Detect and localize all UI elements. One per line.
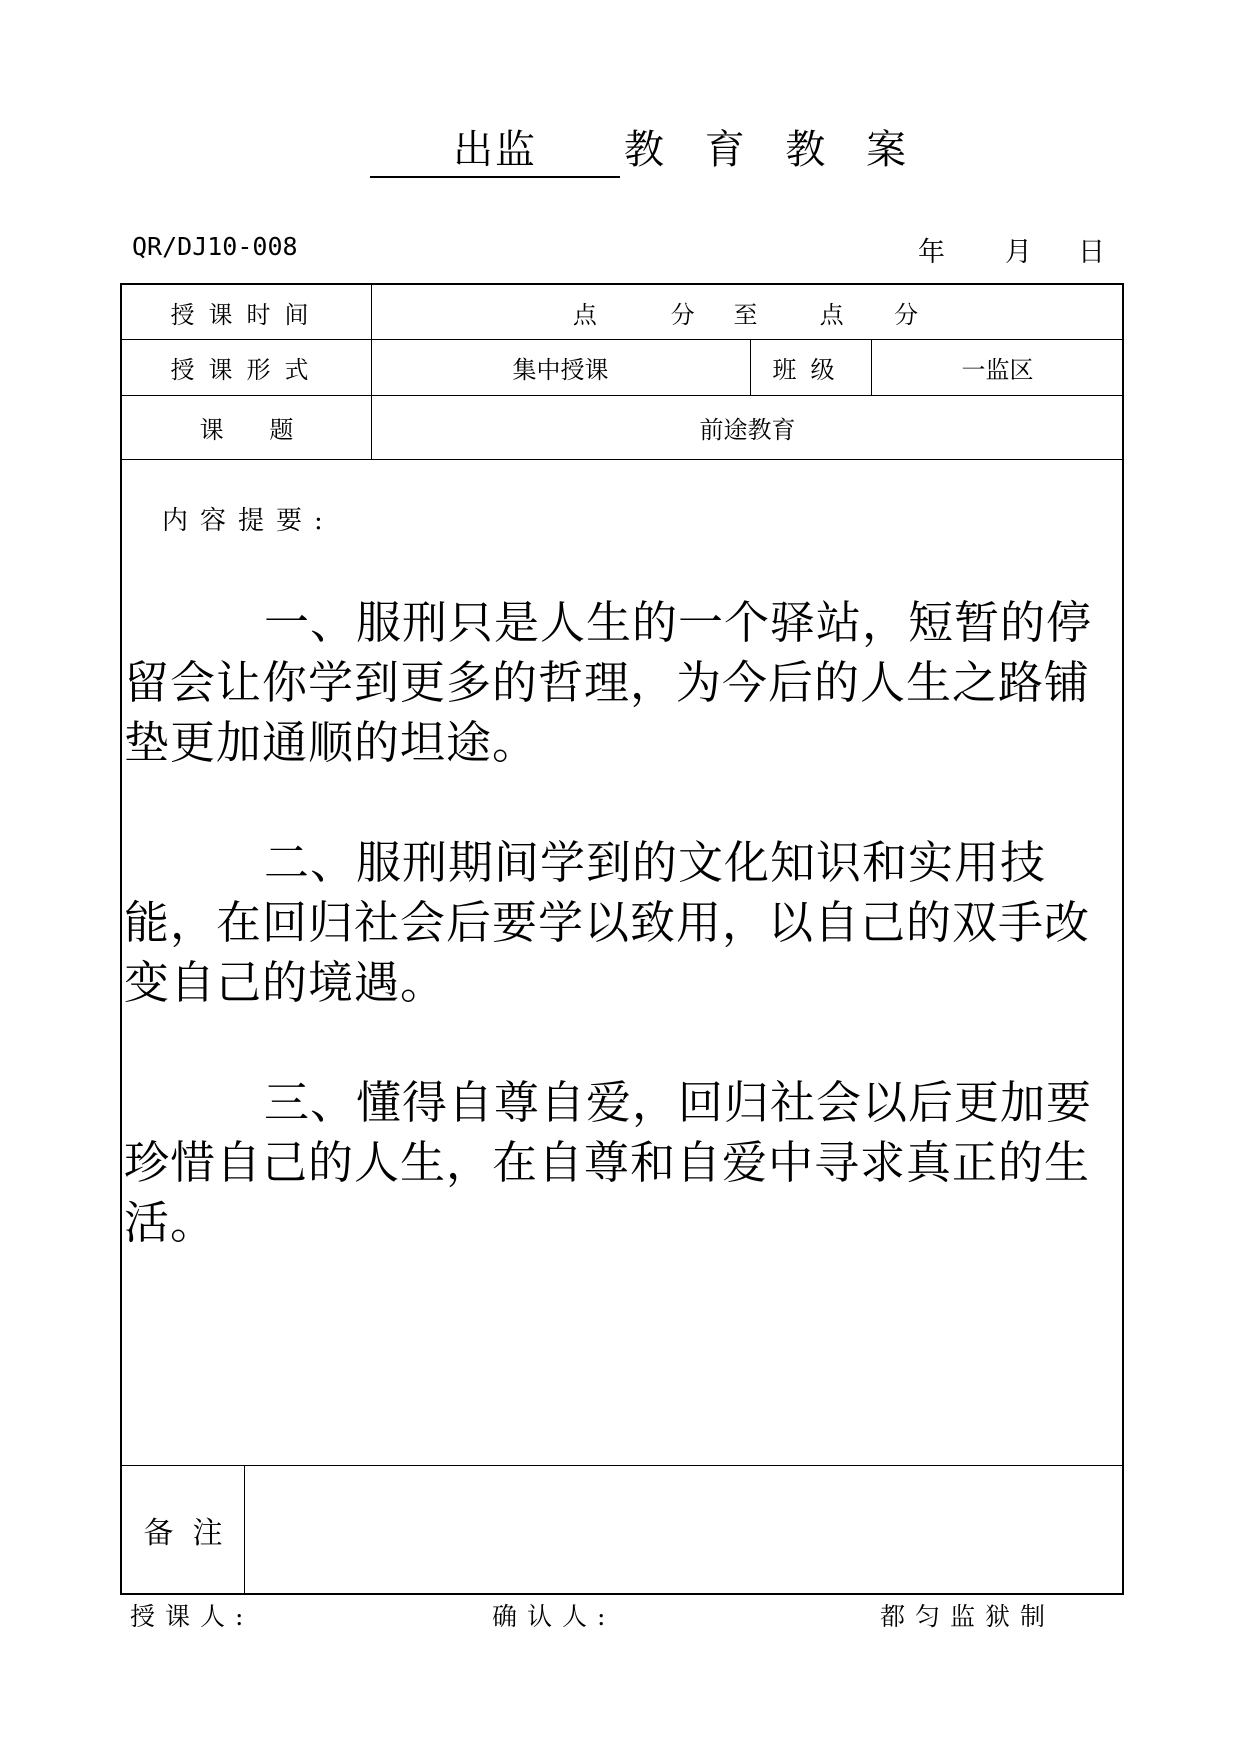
topic-value: 前途教育 bbox=[699, 415, 796, 444]
topic-label: 课 题 bbox=[199, 415, 294, 444]
time-value: 点 分 至 点 分 bbox=[572, 300, 923, 329]
date-year-label: 年 bbox=[918, 237, 945, 268]
confirmer-label: 确认人: bbox=[492, 1602, 616, 1631]
content-summary-label: 内容提要: bbox=[162, 506, 335, 536]
instructor-label: 授课人: bbox=[130, 1602, 254, 1631]
document-code: QR/DJ10-008 bbox=[132, 232, 298, 261]
remarks-field[interactable] bbox=[244, 1465, 1124, 1595]
content-paragraph-1: 一、服刑只是人生的一个驿站，短暂的停留会让你学到更多的哲理，为今后的人生之路铺垫更加通顺的坦途。 bbox=[124, 596, 1093, 769]
format-value: 集中授课 bbox=[512, 355, 609, 384]
date-month-label: 月 bbox=[1005, 237, 1032, 268]
content-paragraph-2: 二、服刑期间学到的文化知识和实用技能，在回归社会后要学以致用，以自己的双手改变自己的境遇。 bbox=[124, 836, 1091, 1009]
class-label: 班级 bbox=[772, 355, 849, 384]
document-title bbox=[0, 124, 1241, 184]
class-value: 一监区 bbox=[961, 355, 1034, 384]
time-label: 授课时间 bbox=[170, 300, 323, 329]
maker-label: 都匀监狱制 bbox=[880, 1602, 1056, 1631]
lesson-plan-table bbox=[120, 283, 1124, 1595]
date-day-label: 日 bbox=[1078, 237, 1105, 268]
remarks-label: 备 注 bbox=[143, 1516, 223, 1551]
title-rest: 教 育 教 案 bbox=[624, 127, 921, 173]
content-paragraph-3: 三、懂得自尊自爱，回归社会以后更加要珍惜自己的人生，在自尊和自爱中寻求真正的生活。 bbox=[124, 1076, 1093, 1249]
format-label: 授课形式 bbox=[170, 355, 323, 384]
title-underlined-part: 出监 bbox=[370, 124, 620, 178]
